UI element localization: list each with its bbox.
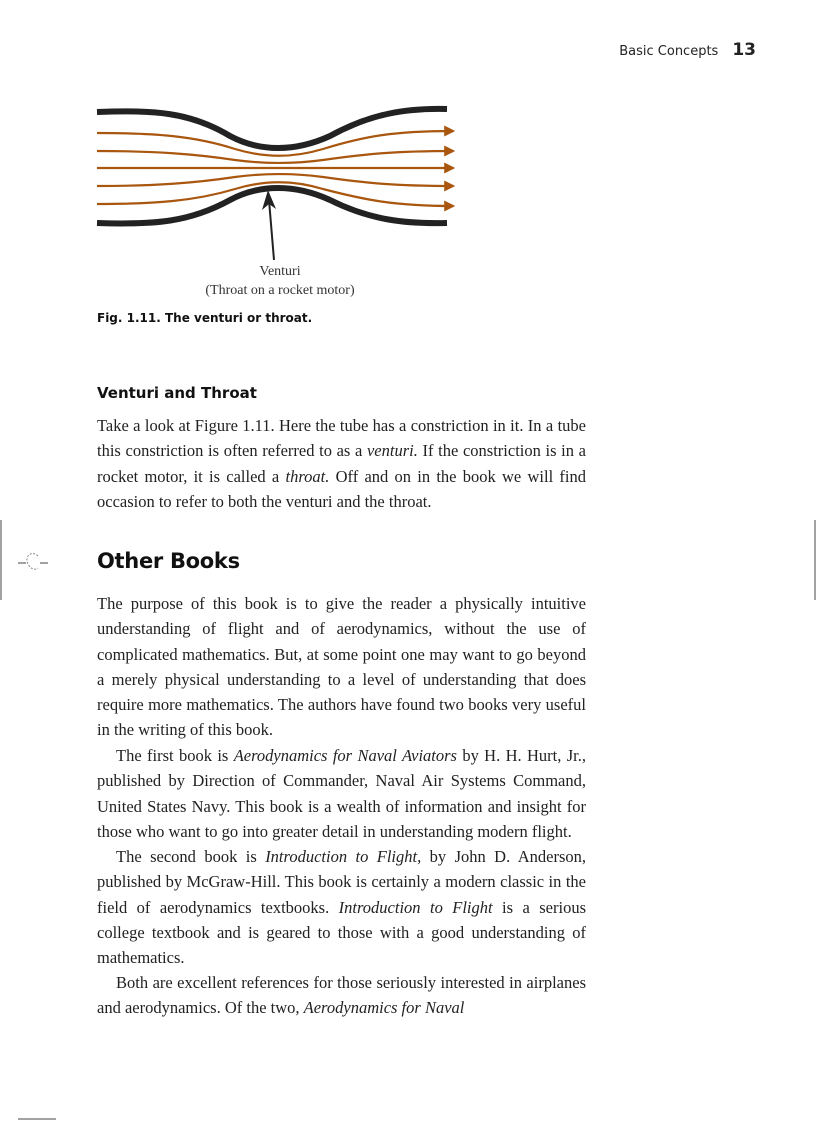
text-run: Take a look at Figure 1.11. Here the tube has a constriction in it. In a tube this constriction is often referred to as a: [97, 416, 586, 461]
text-run: If the constriction is in a rocket motor, it is called a: [97, 441, 586, 486]
figure-label-throat: (Throat on a rocket motor): [205, 283, 355, 298]
paragraph-purpose: The purpose of this book is to give the reader a physically intuitive understanding of flight and of aerodynamics, without the use of complicated mathematics. But, at some point one may want to go beyond a merely physical understanding to a level of understanding that does require more mathematics. The authors have found two books very useful in the writing of this book.: [97, 594, 586, 740]
flow-line-2: [97, 151, 453, 163]
term-throat: throat.: [285, 466, 330, 486]
text-run: is a serious college textbook and is geared to those with a good understanding of mathematics.: [97, 897, 587, 968]
figure-label-venturi: Venturi: [259, 264, 301, 279]
crop-mark-bottom: [18, 1117, 58, 1121]
book-title: Introduction to Flight,: [265, 847, 422, 866]
flow-line-4: [97, 174, 453, 186]
term-venturi: venturi.: [366, 441, 418, 461]
text-run: by H. H. Hurt, Jr., published by Direction of Commander, Naval Air Systems Command, United States Navy. This book is a wealth of information and insight for those who want to go into greater detail in understanding modern flight.: [97, 746, 586, 841]
running-head: [619, 40, 756, 60]
text-run: by John D. Anderson, published by McGraw-Hill. This book is certainly a modern classic in the field of aerodynamics textbooks.: [97, 847, 587, 917]
venturi-figure: [95, 100, 465, 310]
subheading-venturi-throat: Venturi and Throat: [97, 384, 257, 402]
tube-top-wall: [97, 109, 447, 148]
text-run: Off and on in the book we will find occasion to refer to both the venturi and the throat.: [97, 466, 586, 511]
paragraph-venturi: [97, 413, 586, 514]
book-title: Aerodynamics for Naval Aviators: [233, 746, 457, 765]
crop-mark-right: [812, 520, 816, 600]
book-title: Aerodynamics for Naval: [303, 998, 465, 1018]
text-run: Both are excellent references for those seriously interested in airplanes and aerodynamics. Of the two,: [97, 973, 586, 1018]
throat-pointer-line: [269, 200, 274, 260]
text-run: The first book is: [116, 746, 234, 765]
figure-caption: Fig. 1.11. The venturi or throat.: [97, 311, 313, 325]
paragraph-second-book: [97, 844, 586, 970]
book-title: Introduction to Flight: [338, 897, 493, 917]
section-heading-other-books: Other Books: [97, 549, 240, 573]
text-run: The second book is: [116, 847, 266, 866]
crop-mark: [0, 520, 60, 600]
page-number: 13: [732, 40, 756, 60]
paragraph-both-books: [97, 970, 586, 1021]
running-head-title: Basic Concepts: [619, 44, 719, 59]
paragraph-first-book: [97, 743, 586, 844]
